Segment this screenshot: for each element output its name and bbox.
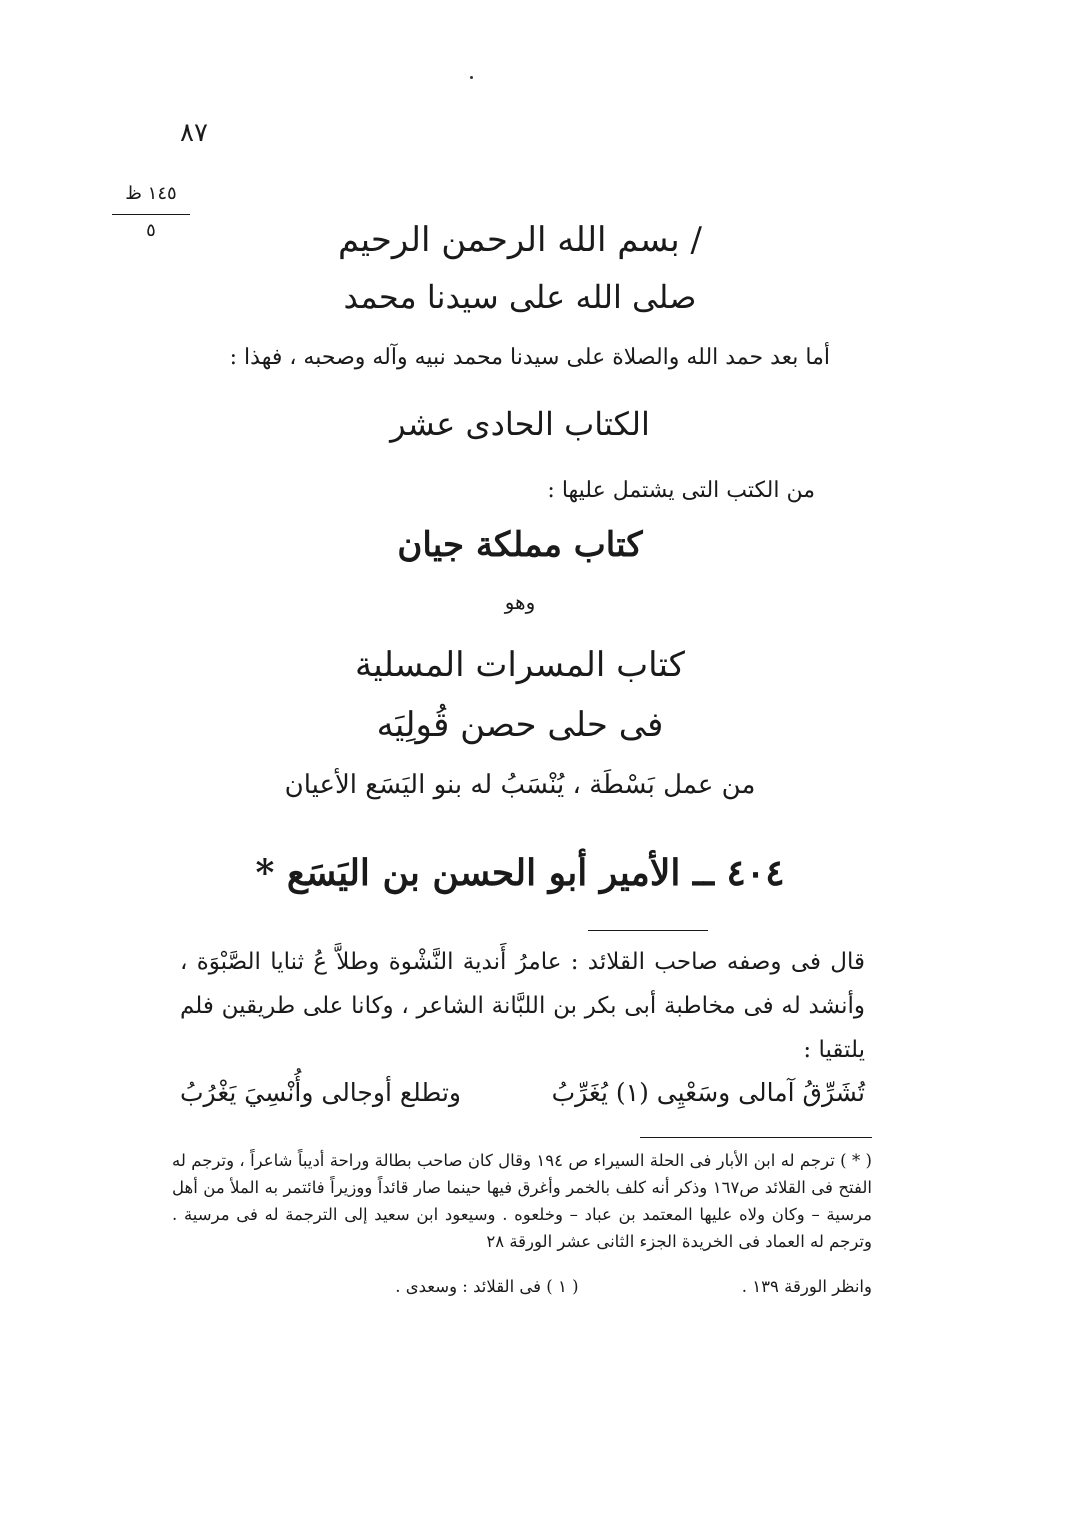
verse-first-hemistich: تُشَرِّقُ آمالى وسَعْيِى (١) يُغَرِّبُ (551, 1078, 865, 1107)
footnote-see-also: وانظر الورقة ١٣٩ . (741, 1277, 872, 1296)
footnote-last-line (172, 1277, 872, 1296)
kingdom-title: كتاب مملكة جيان (397, 525, 643, 565)
footnote-paragraph: ( * ) ترجم له ابن الأبار فى الحلة السيراء ص ١٩٤ وقال كان صاحب بطالة وراحة أديباً شاعراً ، وترجم له الفتح فى القلائد ص١٦٧ وذكر أنه كلف بالخمر وأغرق فيها حينما صار قائداً ووزيراً فائتمر به الملأ من أهل مرسية – وكان ولاه عليها المعتمد بن عباد – وخلعوه . وسيعود ابن سعيد إلى الترجمة له فى مرسية . وترجم له العماد فى الخريدة الجزء الثانى عشر الورقة ٢٨ (172, 1151, 872, 1251)
body-paragraph: قال فى وصفه صاحب القلائد : عامرُ أَندية النَّشْوة وطلاَّ عُ ثنايا الصَّبْوَة ، وأنشد له فى مخاطبة أبى بكر بن اللبَّانة الشاعر ، وكانا على طريقين فلم يلتقيا : (180, 949, 865, 1063)
margin-note-folio: ١٤٥ ظ (125, 183, 177, 204)
region-line: من عمل بَسْطَة ، يُنْسَبُ له بنو اليَسَع الأعيان (284, 770, 756, 800)
intro-line: أما بعد حمد الله والصلاة على سيدنا محمد نبيه وآله وصحبه ، فهذا : (229, 345, 830, 370)
salla-line: صلى الله على سيدنا محمد (343, 278, 697, 316)
footnote-one: ( ١ ) فى القلائد : وسعدى . (395, 1277, 579, 1296)
fortress-title: فى حلى حصن قُولِيَه (376, 705, 664, 745)
scan-speck (470, 76, 473, 79)
margin-note-number: ٥ (146, 220, 156, 241)
connector-wahuwa: وهو (504, 590, 536, 614)
entry-heading: ٤٠٤ ــ الأمير أبو الحسن بن اليَسَع * (255, 852, 785, 894)
book-title: الكتاب الحادى عشر (390, 405, 650, 443)
page-number: ٨٧ (180, 118, 208, 148)
verse-second-hemistich: وتطلع أوجالى وأُنْسِيَ يَغْرُبُ (180, 1078, 461, 1107)
verse-line (180, 1078, 865, 1107)
footnote-rule (640, 1137, 872, 1138)
from-books-line: من الكتب التى يشتمل عليها : (547, 478, 815, 503)
heading-rule (588, 930, 708, 931)
book-subtitle: كتاب المسرات المسلية (355, 645, 685, 685)
margin-note-divider (112, 214, 190, 215)
footnote-spacer (172, 1277, 232, 1296)
basmala: / بسم الله الرحمن الرحيم (338, 220, 702, 260)
